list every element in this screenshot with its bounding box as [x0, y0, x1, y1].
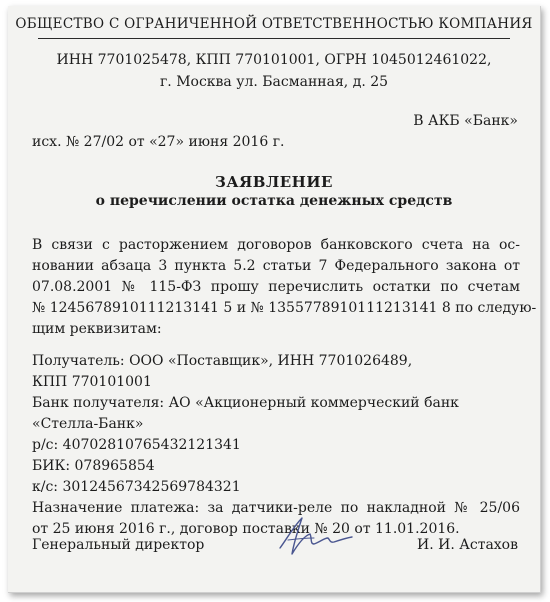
details-line-kpp: КПП 770101001: [32, 374, 152, 390]
details-line-corr-account: к/с: 30124567342569784321: [32, 479, 241, 495]
recipient-bank: В АКБ «Банк»: [413, 113, 518, 129]
company-requisites-line1: ИНН 7701025478, КПП 770101001, ОГРН 1045012461022,: [56, 52, 492, 68]
body-line-5: щим реквизитам:: [32, 321, 162, 337]
details-line-bik: БИК: 078965854: [32, 458, 155, 474]
body-line-3: 07.08.2001 № 115-ФЗ прошу перечислить остатки по счетам: [32, 279, 520, 295]
signature-mark: [276, 512, 356, 560]
details-line-purpose: Назначение платежа: за датчики-реле по накладной № 25/06: [32, 500, 520, 516]
signer-position: Генеральный директор: [32, 537, 205, 553]
body-line-4: № 1245678910111213141 5 и № 1355778910111213141 8 по следую-: [32, 300, 537, 316]
company-address-line: г. Москва ул. Басманная, д. 25: [159, 74, 389, 90]
document-subtitle: о перечислении остатка денежных средств: [95, 193, 453, 209]
details-line-recipient: Получатель: ООО «Поставщик», ИНН 7701026489,: [32, 353, 413, 369]
outgoing-reference: исх. № 27/02 от «27» июня 2016 г.: [32, 134, 285, 150]
body-line-2: новании абзаца 3 пункта 5.2 статьи 7 Федерального закона от: [32, 258, 520, 274]
details-line-account: р/с: 40702810765432121341: [32, 437, 241, 453]
signer-name: И. И. Астахов: [417, 537, 518, 553]
header-divider: [38, 38, 510, 39]
details-line-bank-name: «Стелла-Банк»: [32, 416, 144, 432]
document-sheet: [8, 6, 541, 593]
body-line-1: В связи с расторжением договоров банковского счета на ос-: [32, 237, 520, 253]
details-line-purpose-cont: от 25 июня 2016 г., договор поставки № 20 от 11.01.2016.: [32, 521, 460, 537]
company-name: ОБЩЕСТВО С ОГРАНИЧЕННОЙ ОТВЕТСТВЕННОСТЬЮ КОМПАНИЯ: [15, 16, 533, 32]
document-title: ЗАЯВЛЕНИЕ: [215, 173, 333, 191]
details-line-bank: Банк получателя: АО «Акционерный коммерческий банк: [32, 395, 459, 411]
